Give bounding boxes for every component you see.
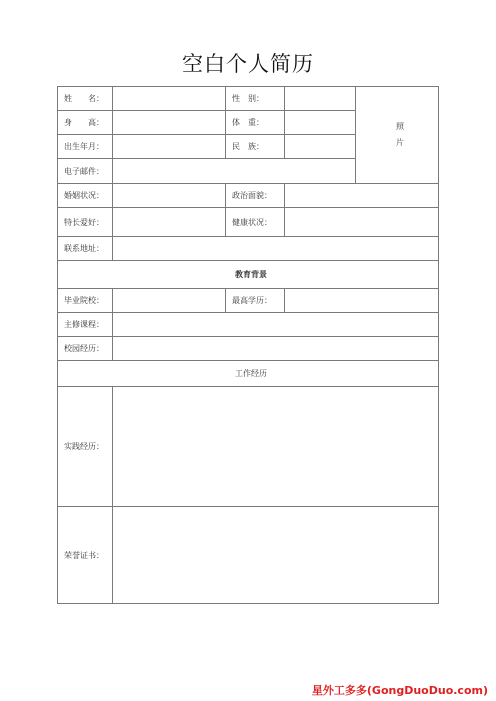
field-school[interactable]: [113, 289, 226, 313]
row-name-gender: [58, 87, 439, 111]
field-weight[interactable]: [285, 111, 356, 135]
row-section-work: [58, 361, 439, 387]
field-health[interactable]: [285, 208, 439, 237]
label-email: 电子邮件：: [58, 159, 113, 184]
label-height: 身 高：: [58, 111, 113, 135]
label-ethnicity: 民 族：: [226, 135, 285, 159]
label-birth: 出生年月：: [58, 135, 113, 159]
section-work-heading: 工作经历: [58, 361, 439, 387]
row-courses: [58, 313, 439, 337]
label-weight: 体 重：: [226, 111, 285, 135]
row-practice: [58, 387, 439, 507]
row-section-education: [58, 261, 439, 289]
label-name: 姓 名：: [58, 87, 113, 111]
field-courses[interactable]: [113, 313, 439, 337]
field-hobbies[interactable]: [113, 208, 226, 237]
photo-label-line1: 照: [396, 122, 404, 131]
label-address: 联系地址：: [58, 237, 113, 261]
photo-label: [396, 119, 404, 151]
label-courses: 主修课程：: [58, 313, 113, 337]
watermark-text: 星外工多多(GongDuoDuo.com): [311, 684, 488, 697]
row-address: [58, 237, 439, 261]
label-political: 政治面貌：: [226, 184, 285, 208]
row-honors: [58, 507, 439, 604]
label-practice: 实践经历：: [58, 387, 113, 507]
row-hobbies-health: [58, 208, 439, 237]
label-degree: 最高学历：: [226, 289, 285, 313]
section-education-heading: 教育背景: [58, 261, 439, 289]
field-birth[interactable]: [113, 135, 226, 159]
row-school-degree: [58, 289, 439, 313]
field-honors[interactable]: [113, 507, 439, 604]
field-email[interactable]: [113, 159, 356, 184]
field-marital[interactable]: [113, 184, 226, 208]
field-gender[interactable]: [285, 87, 356, 111]
label-school: 毕业院校：: [58, 289, 113, 313]
label-campus: 校园经历：: [58, 337, 113, 361]
label-gender: 性 别：: [226, 87, 285, 111]
field-political[interactable]: [285, 184, 439, 208]
field-practice[interactable]: [113, 387, 439, 507]
field-ethnicity[interactable]: [285, 135, 356, 159]
field-degree[interactable]: [285, 289, 439, 313]
label-health: 健康状况：: [226, 208, 285, 237]
field-height[interactable]: [113, 111, 226, 135]
field-name[interactable]: [113, 87, 226, 111]
label-hobbies: 特长爱好：: [58, 208, 113, 237]
label-marital: 婚姻状况：: [58, 184, 113, 208]
field-campus[interactable]: [113, 337, 439, 361]
row-marital-political: [58, 184, 439, 208]
page-title: 空白个人简历: [182, 52, 314, 76]
field-address[interactable]: [113, 237, 439, 261]
row-campus: [58, 337, 439, 361]
photo-box[interactable]: [356, 87, 439, 184]
label-honors: 荣誉证书：: [58, 507, 113, 604]
photo-label-line2: 片: [396, 138, 404, 147]
resume-table: [57, 86, 439, 604]
